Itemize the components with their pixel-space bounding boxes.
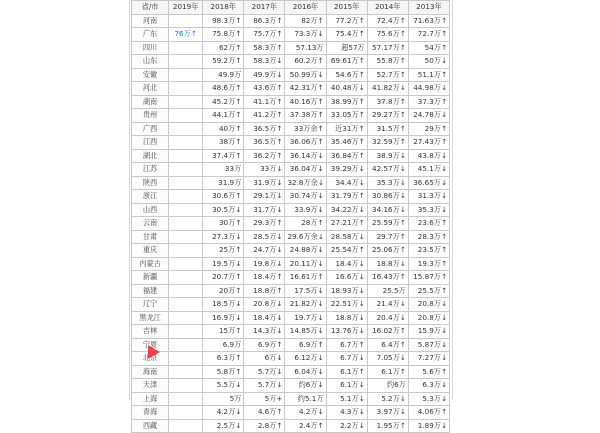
province-cell: 内蒙古	[132, 257, 169, 271]
value-cell: 20.11万↓	[285, 257, 326, 271]
enrollment-table	[131, 0, 450, 433]
province-cell: 陕西	[132, 176, 169, 190]
value-cell: 超57万	[326, 41, 367, 55]
value-cell	[169, 365, 203, 379]
value-cell: 18.93万↓	[326, 284, 367, 298]
value-cell: 4.2万↓	[285, 406, 326, 420]
value-cell: 54万↑	[408, 41, 449, 55]
province-cell: 宁夏	[132, 338, 169, 352]
value-cell: 16.61万↑	[285, 271, 326, 285]
value-cell: 19.3万↑	[408, 257, 449, 271]
table-row	[132, 55, 450, 69]
province-cell: 福建	[132, 284, 169, 298]
value-cell: 37.4万↑	[203, 149, 244, 163]
value-cell: 24.88万↓	[285, 244, 326, 258]
province-cell: 贵州	[132, 109, 169, 123]
province-cell: 北京	[132, 352, 169, 366]
province-cell: 湖南	[132, 95, 169, 109]
table-row	[132, 122, 450, 136]
value-cell: 33.05万↑	[326, 109, 367, 123]
value-cell: 28.3万↑	[408, 230, 449, 244]
value-cell: 1.95万↑	[367, 419, 408, 433]
header-province: 省/市	[132, 1, 169, 15]
value-cell	[169, 203, 203, 217]
value-cell: 27.3万↓	[203, 230, 244, 244]
value-cell: 32.59万↑	[367, 136, 408, 150]
value-cell: 58.3万↓	[244, 55, 285, 69]
value-cell: 28万↑	[285, 217, 326, 231]
province-cell: 广东	[132, 28, 169, 42]
header-year: 2017年	[244, 1, 285, 15]
value-cell: 34.4万↓	[326, 176, 367, 190]
table-header-row	[132, 1, 450, 15]
table-row	[132, 41, 450, 55]
value-cell: 69.61万↑	[326, 55, 367, 69]
province-cell: 山东	[132, 55, 169, 69]
value-cell: 18.5万↓	[203, 298, 244, 312]
value-cell	[169, 217, 203, 231]
value-cell: 36.14万↓	[285, 149, 326, 163]
value-cell: 24.78万↓	[408, 109, 449, 123]
value-cell: 20.8万↓	[408, 298, 449, 312]
header-year: 2019年	[169, 1, 203, 15]
value-cell	[169, 325, 203, 339]
value-cell: 62万↑	[203, 41, 244, 55]
province-cell: 安徽	[132, 68, 169, 82]
value-cell	[169, 14, 203, 28]
value-cell	[169, 176, 203, 190]
value-cell: 73.3万↓	[285, 28, 326, 42]
value-cell: 34.16万↓	[367, 203, 408, 217]
value-cell	[169, 163, 203, 177]
value-cell: 57.13万	[285, 41, 326, 55]
value-cell: 44.1万↑	[203, 109, 244, 123]
value-cell: 2.8万↑	[244, 419, 285, 433]
value-cell: 5.2万↓	[367, 392, 408, 406]
value-cell: 16.02万↑	[367, 325, 408, 339]
value-cell: 36.5万↑	[244, 122, 285, 136]
value-cell: 30.5万↓	[203, 203, 244, 217]
play-arrow-icon	[148, 345, 160, 359]
value-cell: 30.74万↓	[285, 190, 326, 204]
value-cell	[169, 122, 203, 136]
value-cell	[169, 55, 203, 69]
value-cell: 5.7万↓	[244, 379, 285, 393]
value-cell: 76万↑	[169, 28, 203, 42]
header-year: 2016年	[285, 1, 326, 15]
value-cell: 36.65万↓	[408, 176, 449, 190]
value-cell: 31.9万↓	[244, 176, 285, 190]
right-page-border	[452, 0, 453, 400]
province-cell: 西藏	[132, 419, 169, 433]
value-cell	[169, 244, 203, 258]
value-cell	[169, 311, 203, 325]
table-row	[132, 325, 450, 339]
value-cell: 36.5万↑	[244, 136, 285, 150]
value-cell: 5万	[203, 392, 244, 406]
value-cell: 72.7万↑	[408, 28, 449, 42]
value-cell: 42.57万↓	[367, 163, 408, 177]
value-cell: 75.6万↑	[367, 28, 408, 42]
value-cell	[169, 379, 203, 393]
value-cell: 16.6万↓	[326, 271, 367, 285]
province-cell: 河南	[132, 14, 169, 28]
value-cell	[169, 284, 203, 298]
value-cell: 5.5万↓	[203, 379, 244, 393]
value-cell: 28.58万↓	[326, 230, 367, 244]
value-cell: 14.85万↓	[285, 325, 326, 339]
value-cell: 35.3万↓	[408, 203, 449, 217]
value-cell: 37.38万↑	[285, 109, 326, 123]
value-cell: 50万↓	[408, 55, 449, 69]
value-cell: 31.5万↑	[367, 122, 408, 136]
value-cell: 98.3万↑	[203, 14, 244, 28]
value-cell: 75.7万↑	[244, 28, 285, 42]
value-cell: 18.8万↓	[367, 257, 408, 271]
table-row	[132, 284, 450, 298]
value-cell: 50.99万↓	[285, 68, 326, 82]
table-row	[132, 257, 450, 271]
value-cell	[169, 230, 203, 244]
value-cell: 29.27万↑	[367, 109, 408, 123]
value-cell: 6.9万↑	[244, 338, 285, 352]
value-cell: 29万↑	[408, 122, 449, 136]
value-cell: 7.27万↓	[408, 352, 449, 366]
header-year: 2015年	[326, 1, 367, 15]
province-cell: 江西	[132, 136, 169, 150]
header-year: 2014年	[367, 1, 408, 15]
value-cell: 6.3万↑	[203, 352, 244, 366]
value-cell: 16.9万↓	[203, 311, 244, 325]
value-cell: 4.2万↓	[203, 406, 244, 420]
value-cell: 6.7万↑	[326, 338, 367, 352]
province-cell: 海南	[132, 365, 169, 379]
value-cell: 17.5万↓	[285, 284, 326, 298]
value-cell: 40.48万↓	[326, 82, 367, 96]
value-cell: 42.31万↑	[285, 82, 326, 96]
value-cell: 25.06万↑	[367, 244, 408, 258]
value-cell: 37.3万↑	[408, 95, 449, 109]
value-cell: 5.3万↓	[408, 392, 449, 406]
province-cell: 吉林	[132, 325, 169, 339]
table-row	[132, 203, 450, 217]
value-cell: 52.7万↑	[367, 68, 408, 82]
value-cell: 3.97万↓	[367, 406, 408, 420]
province-cell: 江苏	[132, 163, 169, 177]
value-cell: 33万余↑	[285, 122, 326, 136]
province-cell: 浙江	[132, 190, 169, 204]
value-cell	[169, 136, 203, 150]
value-cell: 6.12万↓	[285, 352, 326, 366]
value-cell: 54.6万↑	[326, 68, 367, 82]
value-cell: 27.43万↑	[408, 136, 449, 150]
table-row	[132, 352, 450, 366]
value-cell: 18.4万↑	[244, 271, 285, 285]
value-cell: 近31万↑	[326, 122, 367, 136]
value-cell: 48.6万↑	[203, 82, 244, 96]
value-cell: 6.7万↓	[326, 352, 367, 366]
value-cell: 15万↑	[203, 325, 244, 339]
value-cell: 49.9万↓	[244, 68, 285, 82]
value-cell: 43.8万↓	[408, 149, 449, 163]
province-cell: 新疆	[132, 271, 169, 285]
value-cell: 6.9万	[203, 338, 244, 352]
value-cell: 49.9万	[203, 68, 244, 82]
value-cell: 29.3万↑	[244, 217, 285, 231]
value-cell: 23.5万↑	[408, 244, 449, 258]
value-cell	[169, 419, 203, 433]
value-cell: 约6万	[367, 379, 408, 393]
value-cell	[169, 257, 203, 271]
value-cell: 14.3万↓	[244, 325, 285, 339]
value-cell: 19.8万↓	[244, 257, 285, 271]
value-cell	[169, 352, 203, 366]
value-cell: 36.2万↑	[244, 149, 285, 163]
value-cell: 30.6万↑	[203, 190, 244, 204]
value-cell: 38万↑	[203, 136, 244, 150]
header-year: 2013年	[408, 1, 449, 15]
value-cell: 28.5万↓	[244, 230, 285, 244]
value-cell: 31.3万↓	[408, 190, 449, 204]
value-cell: 18.4万↓	[244, 311, 285, 325]
table-row	[132, 230, 450, 244]
value-cell: 41.82万↓	[367, 82, 408, 96]
value-cell: 25.5万↑	[408, 284, 449, 298]
table-row	[132, 68, 450, 82]
table-row	[132, 28, 450, 42]
value-cell: 30.86万↓	[367, 190, 408, 204]
value-cell: 59.2万↑	[203, 55, 244, 69]
value-cell: 35.46万↑	[326, 136, 367, 150]
value-cell: 45.2万↑	[203, 95, 244, 109]
value-cell: 2.5万↓	[203, 419, 244, 433]
value-cell: 31.9万	[203, 176, 244, 190]
value-cell	[169, 190, 203, 204]
table-row	[132, 163, 450, 177]
province-cell: 甘肃	[132, 230, 169, 244]
value-cell: 58.3万↑	[244, 41, 285, 55]
value-cell: 75.4万↑	[326, 28, 367, 42]
value-cell: 27.21万↑	[326, 217, 367, 231]
table-row	[132, 244, 450, 258]
value-cell: 51.1万↑	[408, 68, 449, 82]
table-row	[132, 190, 450, 204]
value-cell: 20.4万↓	[367, 311, 408, 325]
value-cell: 18.8万↓	[326, 311, 367, 325]
value-cell	[169, 41, 203, 55]
value-cell: 41.2万↑	[244, 109, 285, 123]
value-cell: 36.84万↑	[326, 149, 367, 163]
value-cell: 5万+	[244, 392, 285, 406]
value-cell: 72.4万↑	[367, 14, 408, 28]
value-cell: 60.2万↑	[285, 55, 326, 69]
province-cell: 河北	[132, 82, 169, 96]
value-cell: 30万↑	[203, 217, 244, 231]
value-cell: 29.1万↓	[244, 190, 285, 204]
value-cell: 43.6万↑	[244, 82, 285, 96]
value-cell: 77.2万↑	[326, 14, 367, 28]
value-cell: 4.3万↓	[326, 406, 367, 420]
value-cell: 29.6万余↓	[285, 230, 326, 244]
value-cell: 25.54万↑	[326, 244, 367, 258]
value-cell: 6.9万↑	[285, 338, 326, 352]
table-row	[132, 419, 450, 433]
value-cell: 86.3万↑	[244, 14, 285, 28]
table-row	[132, 82, 450, 96]
value-cell: 2.2万↓	[326, 419, 367, 433]
value-cell: 25.59万↑	[367, 217, 408, 231]
value-cell: 5.7万↓	[244, 365, 285, 379]
value-cell: 33.9万↓	[285, 203, 326, 217]
table-row	[132, 406, 450, 420]
value-cell: 13.76万↓	[326, 325, 367, 339]
value-cell: 38.99万↑	[326, 95, 367, 109]
value-cell: 57.17万↑	[367, 41, 408, 55]
province-cell: 天津	[132, 379, 169, 393]
province-cell: 重庆	[132, 244, 169, 258]
value-cell: 33万↓	[244, 163, 285, 177]
value-cell	[169, 109, 203, 123]
value-cell	[169, 271, 203, 285]
value-cell: 82万↑	[285, 14, 326, 28]
value-cell: 29.7万↑	[367, 230, 408, 244]
value-cell: 20万↑	[203, 284, 244, 298]
value-cell: 5.6万↑	[408, 365, 449, 379]
value-cell: 7.05万↓	[367, 352, 408, 366]
value-cell: 6.1万↑	[326, 365, 367, 379]
value-cell: 33万	[203, 163, 244, 177]
value-cell	[169, 68, 203, 82]
value-cell: 31.79万↑	[326, 190, 367, 204]
value-cell: 41.1万↑	[244, 95, 285, 109]
table-row	[132, 95, 450, 109]
province-cell: 广西	[132, 122, 169, 136]
table-row	[132, 14, 450, 28]
value-cell: 20.8万↓	[408, 311, 449, 325]
value-cell	[169, 95, 203, 109]
value-cell: 25.5万	[367, 284, 408, 298]
province-cell: 山西	[132, 203, 169, 217]
table-row	[132, 136, 450, 150]
province-cell: 湖北	[132, 149, 169, 163]
value-cell: 18.8万↑	[244, 284, 285, 298]
value-cell: 23.6万↑	[408, 217, 449, 231]
value-cell: 6.1万↑	[367, 365, 408, 379]
value-cell: 32.8万余↓	[285, 176, 326, 190]
value-cell: 36.04万↓	[285, 163, 326, 177]
value-cell: 6.1万↓	[326, 379, 367, 393]
header-year: 2018年	[203, 1, 244, 15]
value-cell: 20.7万↑	[203, 271, 244, 285]
value-cell: 75.8万↑	[203, 28, 244, 42]
table-row	[132, 271, 450, 285]
value-cell: 71.63万↑	[408, 14, 449, 28]
value-cell: 约5.1万	[285, 392, 326, 406]
table-row	[132, 338, 450, 352]
value-cell: 15.87万↑	[408, 271, 449, 285]
value-cell: 25万↑	[203, 244, 244, 258]
value-cell: 6万↓	[244, 352, 285, 366]
value-cell: 24.7万↓	[244, 244, 285, 258]
table-row	[132, 311, 450, 325]
value-cell	[169, 298, 203, 312]
value-cell: 45.1万↓	[408, 163, 449, 177]
value-cell: 40万↑	[203, 122, 244, 136]
table-row	[132, 298, 450, 312]
value-cell: 21.4万↓	[367, 298, 408, 312]
value-cell: 5.87万↓	[408, 338, 449, 352]
province-cell: 青海	[132, 406, 169, 420]
table-row	[132, 365, 450, 379]
value-cell: 4.06万↑	[408, 406, 449, 420]
value-cell: 55.8万↑	[367, 55, 408, 69]
value-cell: 22.51万↓	[326, 298, 367, 312]
table-row	[132, 109, 450, 123]
province-cell: 云南	[132, 217, 169, 231]
value-cell: 34.22万↓	[326, 203, 367, 217]
value-cell: 35.3万↓	[367, 176, 408, 190]
left-page-border	[129, 0, 130, 400]
value-cell: 18.4万↓	[326, 257, 367, 271]
value-cell: 6.4万↑	[367, 338, 408, 352]
value-cell: 1.89万↓	[408, 419, 449, 433]
value-cell: 5.8万↑	[203, 365, 244, 379]
province-cell: 辽宁	[132, 298, 169, 312]
value-cell: 2.4万↑	[285, 419, 326, 433]
table-row	[132, 176, 450, 190]
value-cell: 约6万↓	[285, 379, 326, 393]
value-cell: 39.29万↓	[326, 163, 367, 177]
table-row	[132, 149, 450, 163]
value-cell: 38.9万↓	[367, 149, 408, 163]
value-cell: 16.43万↑	[367, 271, 408, 285]
value-cell: 6.3万↓	[408, 379, 449, 393]
table-row	[132, 379, 450, 393]
value-cell: 5.1万↓	[326, 392, 367, 406]
value-cell: 21.82万↓	[285, 298, 326, 312]
value-cell: 19.7万↓	[285, 311, 326, 325]
value-cell: 40.16万↑	[285, 95, 326, 109]
value-cell: 6.04万↓	[285, 365, 326, 379]
value-cell	[169, 392, 203, 406]
value-cell: 37.8万↑	[367, 95, 408, 109]
value-cell: 15.9万↓	[408, 325, 449, 339]
value-cell: 44.98万↓	[408, 82, 449, 96]
value-cell	[169, 338, 203, 352]
value-cell	[169, 149, 203, 163]
province-cell: 四川	[132, 41, 169, 55]
province-cell: 黑龙江	[132, 311, 169, 325]
value-cell: 20.8万↓	[244, 298, 285, 312]
province-cell: 上海	[132, 392, 169, 406]
value-cell: 19.5万↓	[203, 257, 244, 271]
value-cell	[169, 406, 203, 420]
value-cell: 4.6万↑	[244, 406, 285, 420]
table-row	[132, 392, 450, 406]
value-cell: 31.7万↓	[244, 203, 285, 217]
value-cell	[169, 82, 203, 96]
table-row	[132, 217, 450, 231]
value-cell: 36.06万↑	[285, 136, 326, 150]
